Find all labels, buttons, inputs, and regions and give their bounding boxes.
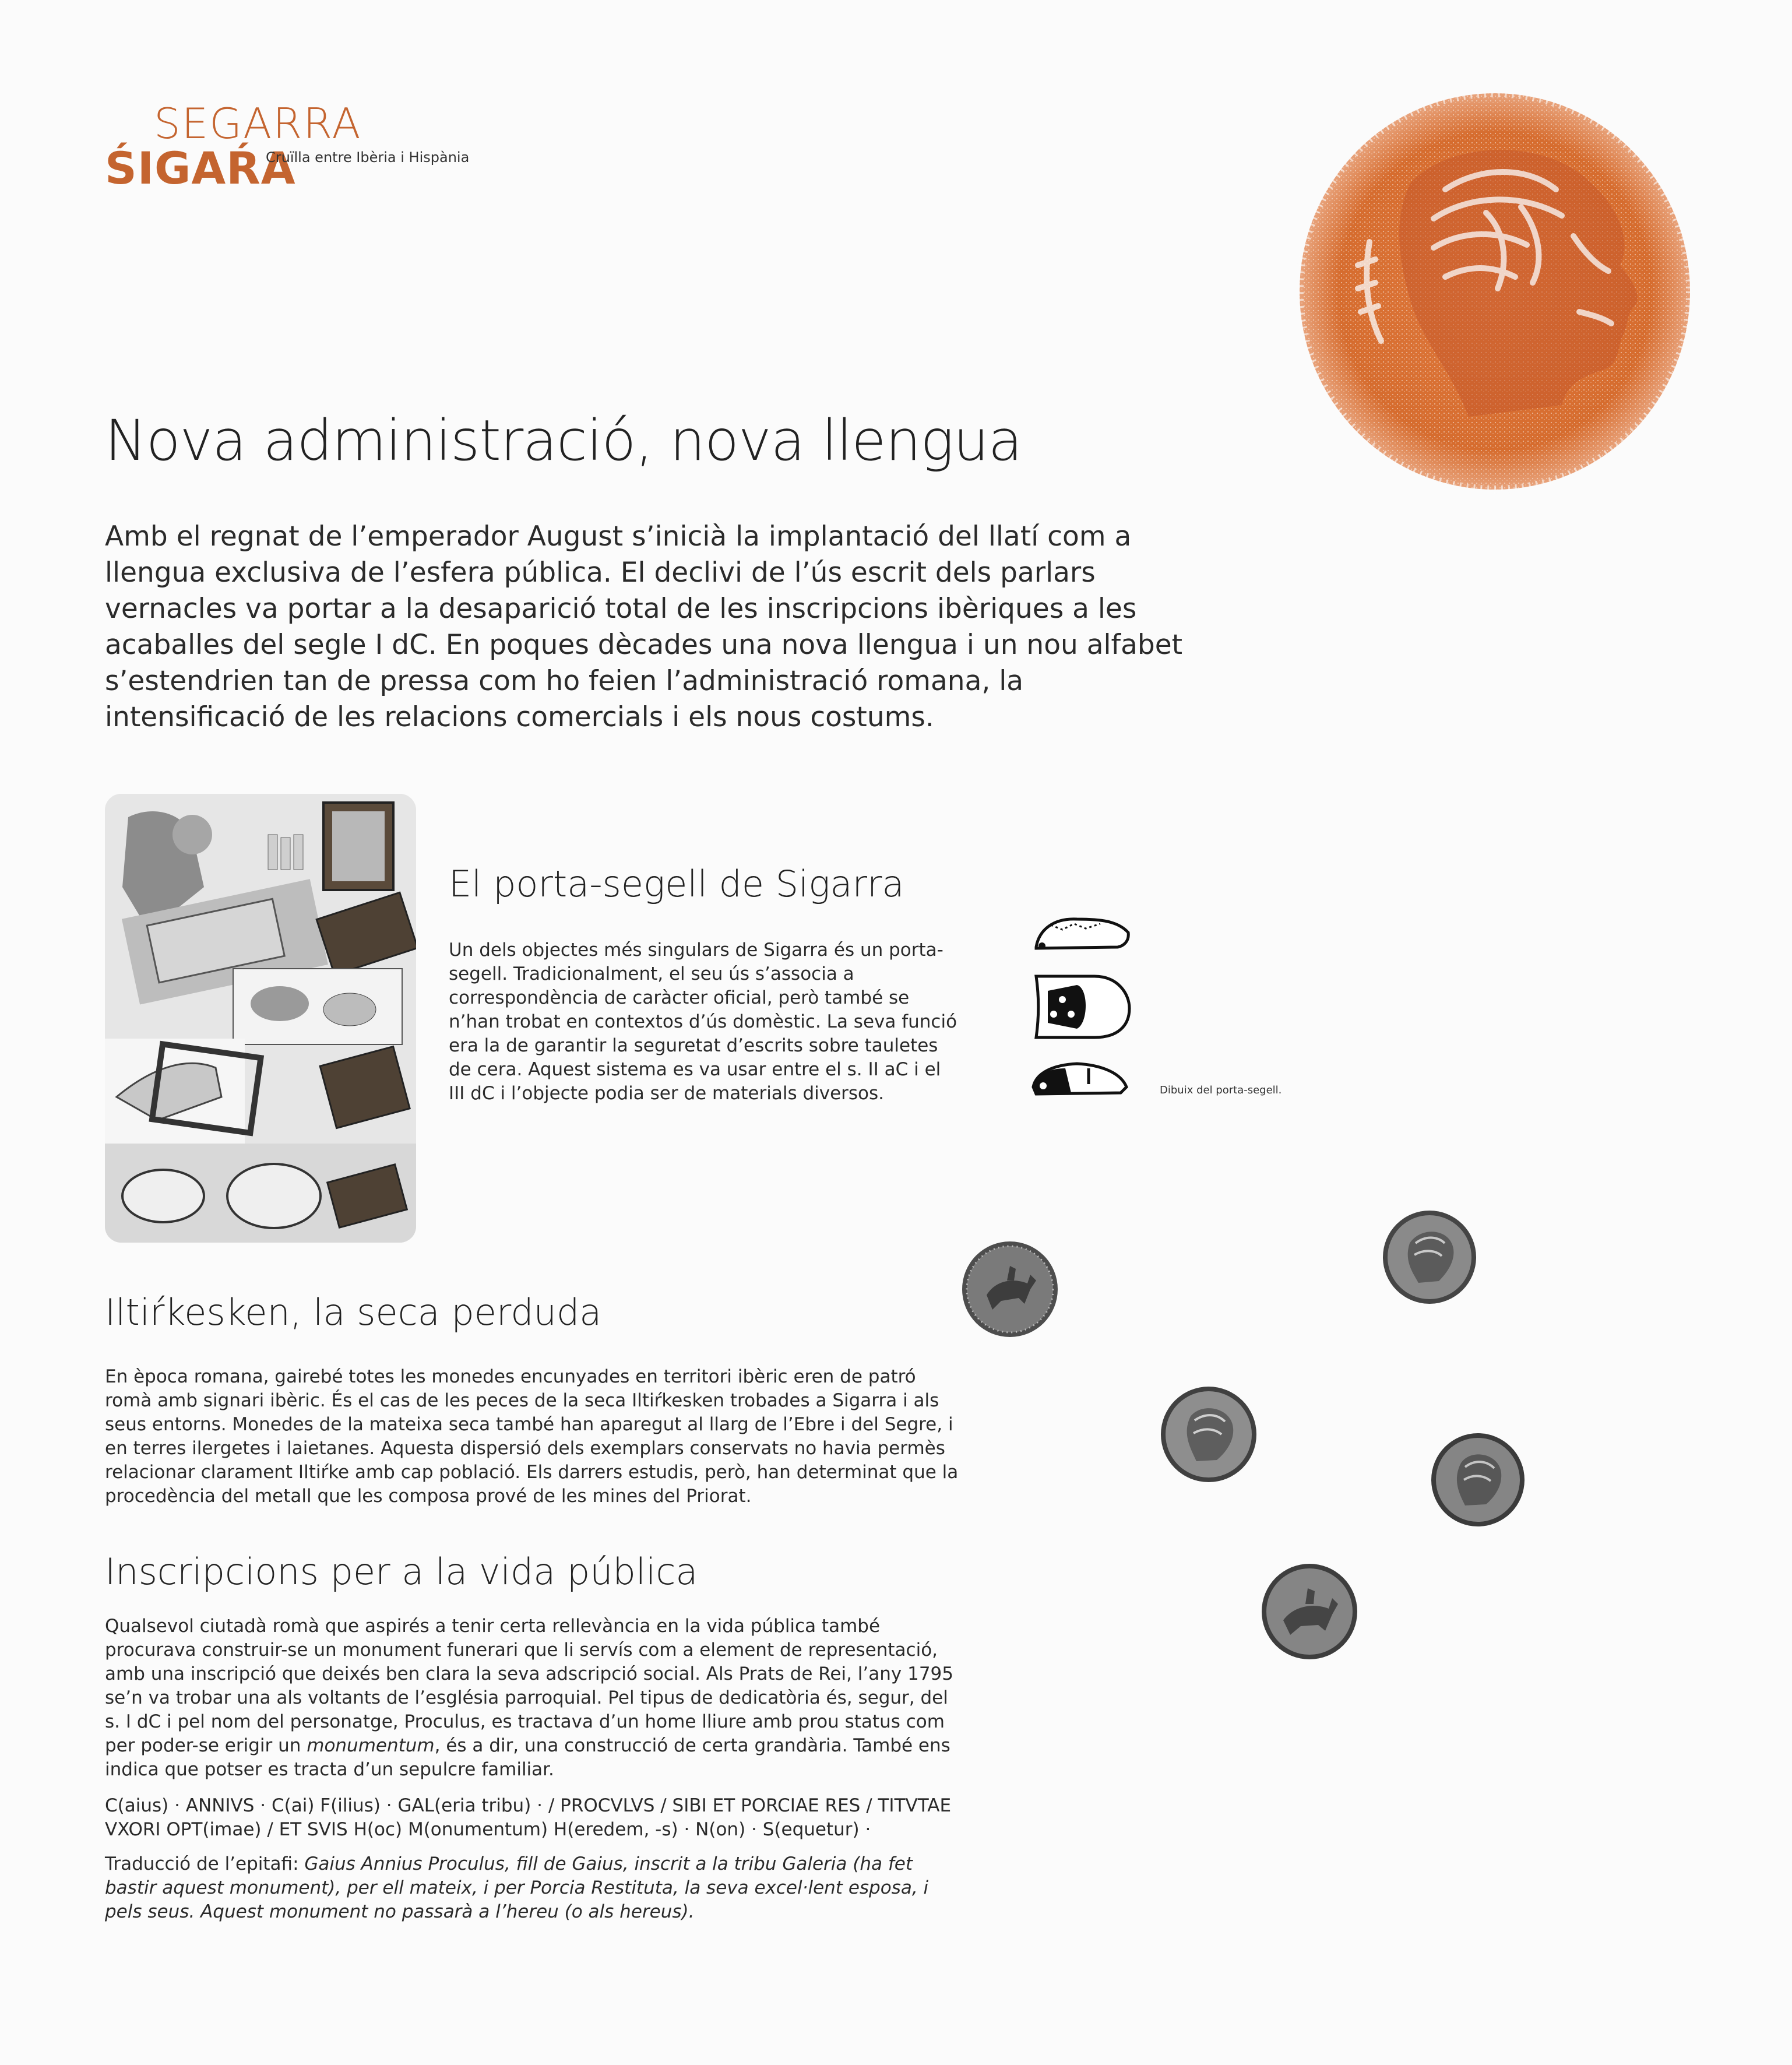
translation-label: Traducció de l’epitafi: [105,1853,305,1874]
inscripcions-text-part1: Qualsevol ciutadà romà que aspirés a tenir certa rellevància en la vida pública també procurava construir-se un monument funerari que li servís com a element de representació, amb una inscripció que deixés ben clara la seva adscripció social. Als Prats de Rei, l’any 1795 se’n va trobar una als voltants de l’església parroquial. Pel tipus de dedicatòria és, segur, del s. I dC i pel nom del personatge, Proculus, es tractava d’un home lliure amb prou status com per poder-se erigir un [105,1616,954,1756]
iberian-coin-horse-icon [960,1240,1059,1339]
seal-holder-caption: Dibuix del porta-segell. [1160,1084,1282,1096]
orange-coin-portrait-icon [1294,90,1702,498]
seal-holder-drawing-icon [1030,912,1135,1104]
logo-sigara: ŚIGAŔA [105,142,296,194]
section-body-porta-segell: Un dels objectes més singulars de Sigarra és un porta-segell. Tradicionalment, el seu ús s’associa a correspondència de caràcter oficial, però també se n’han trobat en contextos d’ús domèstic. La seva funció era la de garantir la seguretat d’escrits sobre tauletes de cera. Aquest sistema es va usar entre el s. II aC i el III dC i l’objecte podia ser de materials diversos. [449,940,957,1104]
iberian-coin-head-icon [1429,1431,1527,1529]
section-heading-porta-segell: El porta-segell de Sigarra [449,863,904,905]
section-heading-inscripcions: Inscripcions per a la vida pública [105,1550,698,1593]
page-title: Nova administració, nova llengua [105,408,1022,473]
latin-inscription: C(aius) · ANNIVS · C(ai) F(ilius) · GAL(eria tribu) · / PROCVLVS / SIBI ET PORCIAE RES / TITVTAE VXORI OPT(imae) / ET SVIS H(oc) M(onumentum) H(eredem, -s) · N(on) · S(equetur) · [105,1795,952,1840]
illustration-writing-tablets [105,794,416,1243]
iberian-coin-head-icon [1159,1384,1259,1484]
intro-paragraph: Amb el regnat de l’emperador August s’inicià la implantació del llatí com a llengua exclusiva de l’esfera pública. El declivi de l’ús escrit dels parlars vernacles va portar a la desaparició total de les inscripcions ibèriques a les acaballes del segle I dC. En poques dècades una nova llengua i un nou alfabet s’estendrien tan de pressa com ho feien l’administració romana, la intensificació de les relacions comercials i els nous costums. [105,520,1183,733]
inscription-translation [105,1852,967,1924]
logo-subtitle: Cruïlla entre Ibèria i Hispània [266,149,470,166]
section-body-inscripcions [105,1614,967,1782]
illustration-drawing-icon [105,794,416,1243]
iberian-coin-head-icon [1381,1208,1478,1306]
inscripcions-text-italic: monumentum [307,1735,435,1756]
section-body-iltirkesken: En època romana, gairebé totes les monedes encunyades en territori ibèric eren de patró romà amb signari ibèric. És el cas de les peces de la seca Iltiŕkesken trobades a Sigarra i als seus entorns. Monedes de la mateixa seca també han aparegut al llarg de l’Ebre i del Segre, i en terres ilergetes i laietanes. Aquesta dispersió dels exemplars conservats no havia permès relacionar clarament Iltiŕke amb cap població. Els darrers estudis, però, han determinat que la procedència del metall que les composa prové de les mines del Priorat. [105,1366,959,1507]
logo-segarra: SEGARRA [154,99,362,148]
translation-text: Gaius Annius Proculus, fill de Gaius, inscrit a la tribu Galeria (ha fet bastir aquest monument), per ell mateix, i per Porcia Restituta, la seva excel·lent esposa, i pels seus. Aquest monument no passarà a l’hereu (o als hereus). [105,1853,929,1922]
section-heading-iltirkesken: Iltiŕkesken, la seca perduda [105,1291,602,1334]
inscripcions-text-part2: , és a dir, una construcció de certa grandària. També ens indica que potser es tracta d’un sepulcre familiar. [105,1735,950,1780]
iberian-coin-horse-icon [1260,1562,1359,1661]
